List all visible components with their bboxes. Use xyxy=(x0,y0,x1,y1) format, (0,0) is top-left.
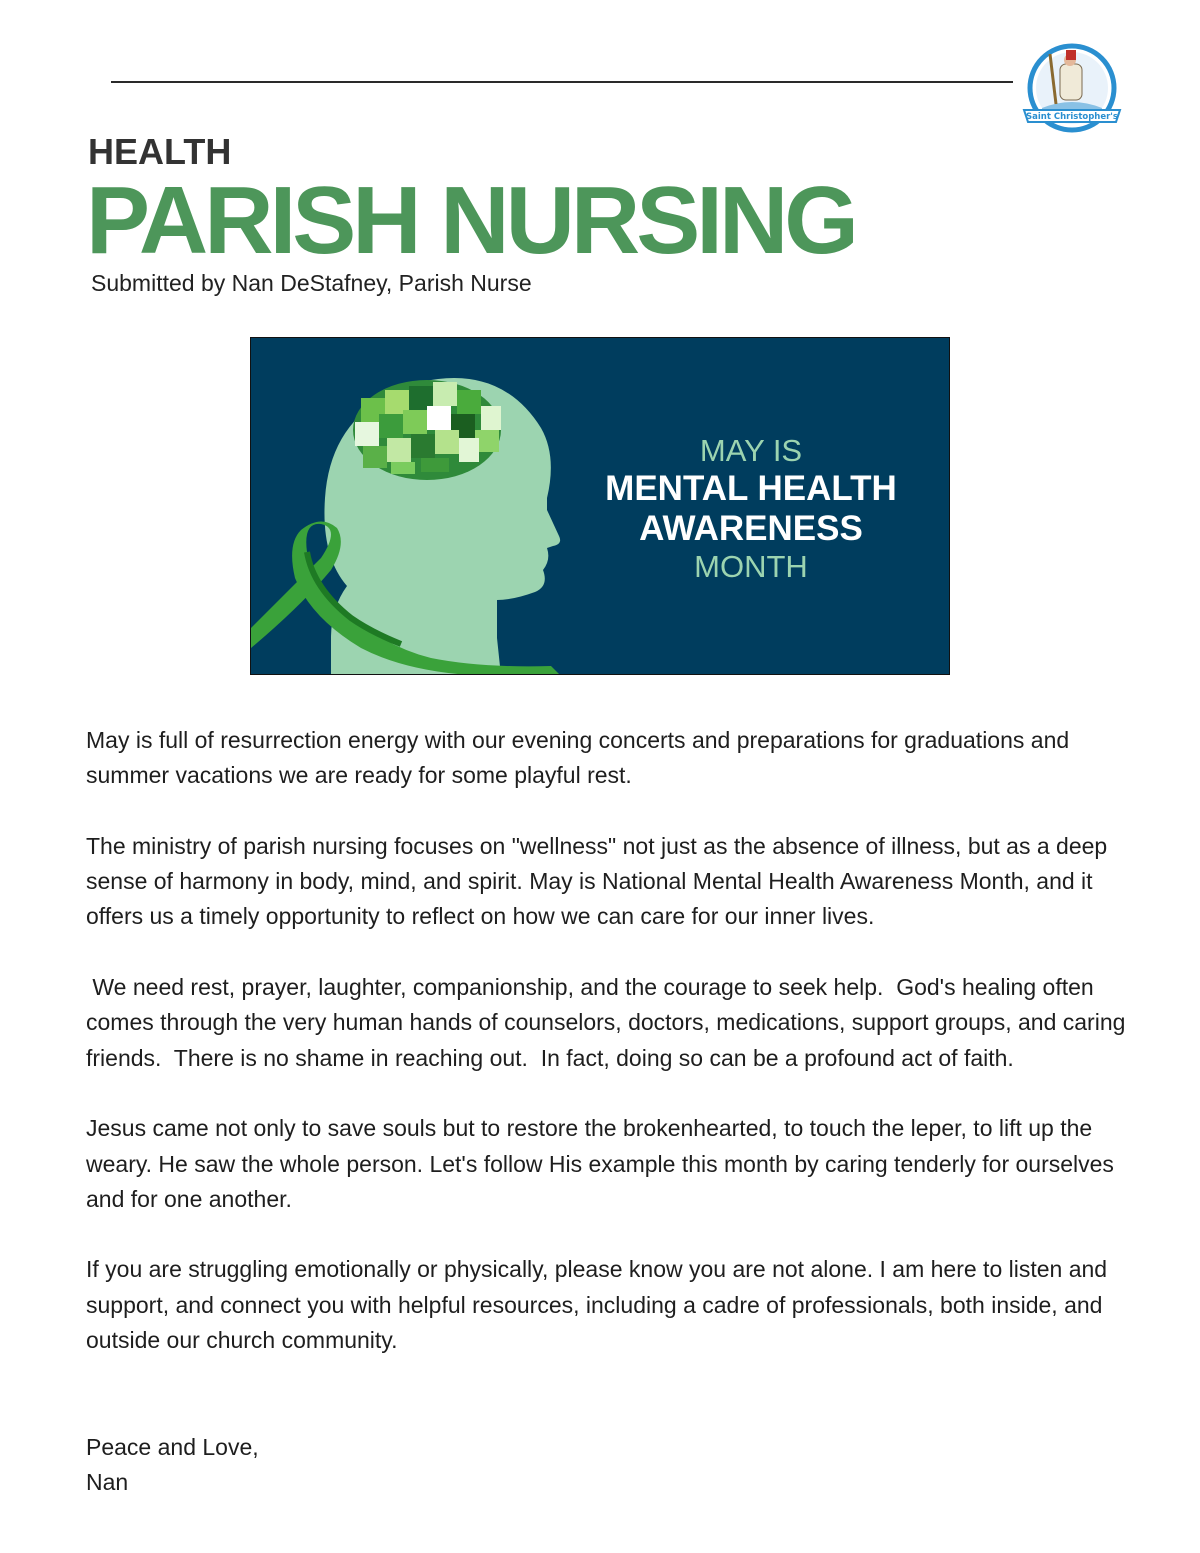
signature: Nan xyxy=(86,1469,129,1495)
paragraph: Jesus came not only to save souls but to restore the brokenhearted, to touch the leper, to lift up the weary. He saw the whole person. Let's follow His example this month by caring tenderly for ourselves and for one another. xyxy=(86,1115,1114,1212)
paragraph: The ministry of parish nursing focuses on "wellness" not just as the absence of illness, but as a deep sense of harmony in body, mind, and spirit. May is National Mental Health Awareness Month, and it offers us a timely opportunity to reflect on how we can care for our inner lives. xyxy=(86,832,1108,930)
page-title: PARISH NURSING xyxy=(86,167,855,274)
banner-line-month: MONTH xyxy=(694,549,808,584)
paragraph: We need rest, prayer, laughter, companionship, and the courage to seek help. God's healing often comes through the very human hands of counselors, doctors, medications, support groups, and caring friends. There is no shame in reaching out. In fact, doing so can be a profound act of faith. xyxy=(86,974,1132,1071)
brain-puzzle-icon xyxy=(353,380,501,480)
logo-text: Saint Christopher's xyxy=(1026,112,1118,122)
closing: Peace and Love, xyxy=(86,1434,259,1460)
paragraph: May is full of resurrection energy with our evening concerts and preparations for graduations and summer vacations we are ready for some playful rest. xyxy=(86,727,1070,789)
banner-line-may-is: MAY IS xyxy=(699,433,803,468)
mental-health-banner xyxy=(250,337,950,675)
banner-text xyxy=(551,433,950,585)
header-divider xyxy=(111,81,1013,83)
banner-line-awareness: AWARENESS xyxy=(639,509,863,548)
byline: Submitted by Nan DeStafney, Parish Nurse xyxy=(91,270,532,296)
banner-line-mental-health: MENTAL HEALTH xyxy=(605,469,897,508)
signoff xyxy=(86,1430,259,1500)
section-label: HEALTH xyxy=(88,131,232,172)
church-logo xyxy=(1020,42,1130,140)
article-body xyxy=(86,723,1156,1394)
paragraph: If you are struggling emotionally or physically, please know you are not alone. I am here to listen and support, and connect you with helpful resources, including a cadre of professionals, both inside, and outside our church community. xyxy=(86,1256,1108,1354)
